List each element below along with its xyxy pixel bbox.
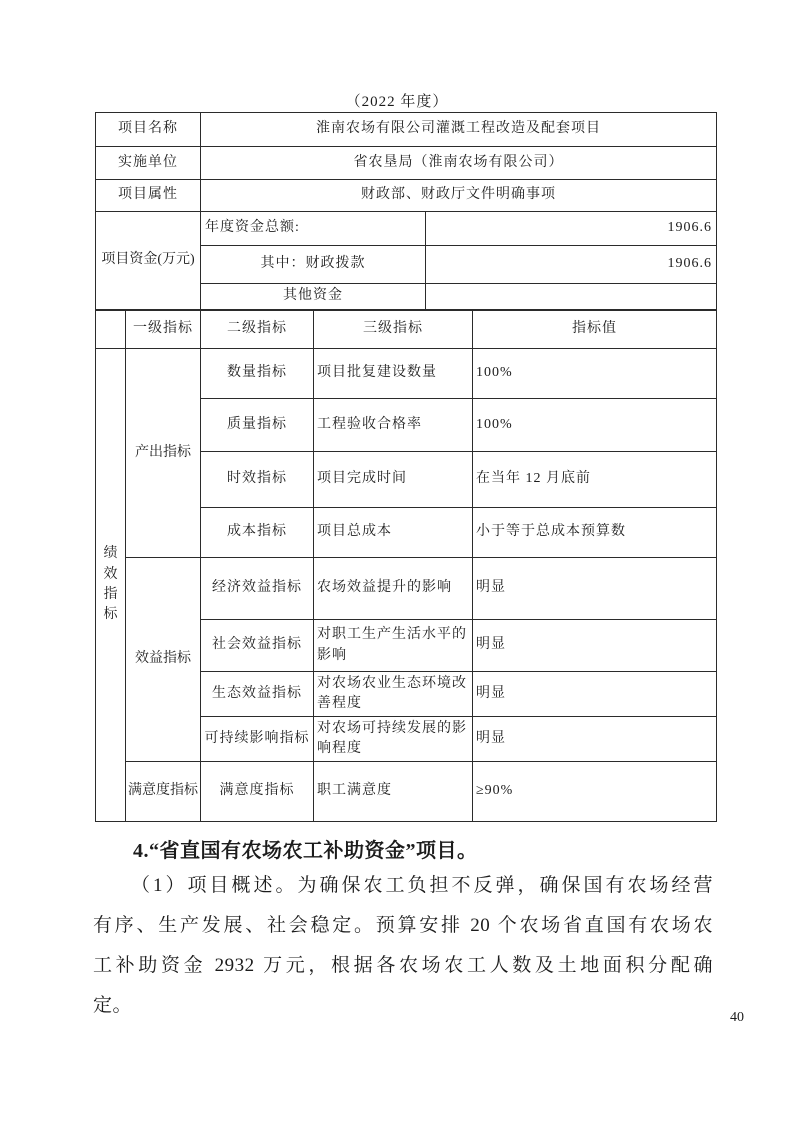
table-row [96, 180, 717, 212]
economic-benefit-label: 经济效益指标 [201, 558, 314, 620]
section-heading: 4.“省直国有农场农工补助资金”项目。 [133, 840, 478, 862]
project-funds-label: 项目资金(万元) [96, 212, 201, 310]
paragraph-line: （1）项目概述。为确保农工负担不反弹，确保国有农场经营 [131, 875, 713, 896]
satisfaction-indicator-label: 满意度指标 [201, 762, 314, 822]
performance-group-label: 绩效指标 [96, 349, 126, 822]
header-level1: 一级指标 [126, 311, 201, 349]
project-attribute-value: 财政部、财政厅文件明确事项 [201, 180, 717, 212]
fiscal-allocation-label: 其中：财政拨款 [201, 246, 426, 284]
timeliness-indicator-value: 在当年 12 月底前 [473, 452, 717, 508]
timeliness-indicator-label: 时效指标 [201, 452, 314, 508]
page-title: （2022 年度） [345, 94, 449, 110]
output-indicator-label: 产出指标 [126, 349, 201, 558]
page-number: 40 [730, 1010, 744, 1025]
quantity-indicator-value: 100% [473, 349, 717, 399]
table-row [96, 113, 717, 147]
cost-indicator-value: 小于等于总成本预算数 [473, 508, 717, 558]
satisfaction-group-label: 满意度指标 [126, 762, 201, 822]
table-row [96, 558, 717, 620]
body-text-block [93, 836, 713, 1026]
other-funds-label: 其他资金 [201, 284, 426, 310]
social-benefit-label: 社会效益指标 [201, 620, 314, 672]
economic-benefit-name: 农场效益提升的影响 [314, 558, 473, 620]
table-row [96, 762, 717, 822]
paragraph-line: 有序、生产发展、社会稳定。预算安排 20 个农场省直国有农场农 [93, 915, 713, 936]
quality-indicator-label: 质量指标 [201, 399, 314, 452]
ecological-benefit-label: 生态效益指标 [201, 672, 314, 717]
social-benefit-name: 对职工生产生活水平的影响 [314, 620, 473, 672]
sustainability-indicator-name: 对农场可持续发展的影响程度 [314, 717, 473, 762]
timeliness-indicator-name: 项目完成时间 [314, 452, 473, 508]
quality-indicator-name: 工程验收合格率 [314, 399, 473, 452]
implementing-unit-label: 实施单位 [96, 147, 201, 180]
quantity-indicator-name: 项目批复建设数量 [314, 349, 473, 399]
fiscal-allocation-value: 1906.6 [426, 246, 717, 284]
header-level3: 三级指标 [314, 311, 473, 349]
sustainability-indicator-label: 可持续影响指标 [201, 717, 314, 762]
project-info-table [95, 112, 717, 310]
cost-indicator-name: 项目总成本 [314, 508, 473, 558]
table-row [96, 147, 717, 180]
header-value: 指标值 [473, 311, 717, 349]
indicator-header-row [96, 311, 717, 349]
quality-indicator-value: 100% [473, 399, 717, 452]
paragraph-line: 定。 [93, 995, 133, 1016]
project-name-value: 淮南农场有限公司灌溉工程改造及配套项目 [201, 113, 717, 147]
performance-indicator-table [95, 310, 717, 822]
benefit-indicator-label: 效益指标 [126, 558, 201, 762]
satisfaction-indicator-value: ≥90% [473, 762, 717, 822]
quantity-indicator-label: 数量指标 [201, 349, 314, 399]
annual-total-label: 年度资金总额: [201, 212, 426, 246]
other-funds-value [426, 284, 717, 310]
table-row [96, 349, 717, 399]
social-benefit-value: 明显 [473, 620, 717, 672]
corner-cell [96, 311, 126, 349]
ecological-benefit-value: 明显 [473, 672, 717, 717]
project-name-label: 项目名称 [96, 113, 201, 147]
implementing-unit-value: 省农垦局（淮南农场有限公司） [201, 147, 717, 180]
project-attribute-label: 项目属性 [96, 180, 201, 212]
table-row [96, 212, 717, 246]
ecological-benefit-name: 对农场农业生态环境改善程度 [314, 672, 473, 717]
annual-total-value: 1906.6 [426, 212, 717, 246]
cost-indicator-label: 成本指标 [201, 508, 314, 558]
economic-benefit-value: 明显 [473, 558, 717, 620]
sustainability-indicator-value: 明显 [473, 717, 717, 762]
satisfaction-indicator-name: 职工满意度 [314, 762, 473, 822]
paragraph-line: 工补助资金 2932 万元，根据各农场农工人数及土地面积分配确 [93, 955, 713, 976]
header-level2: 二级指标 [201, 311, 314, 349]
